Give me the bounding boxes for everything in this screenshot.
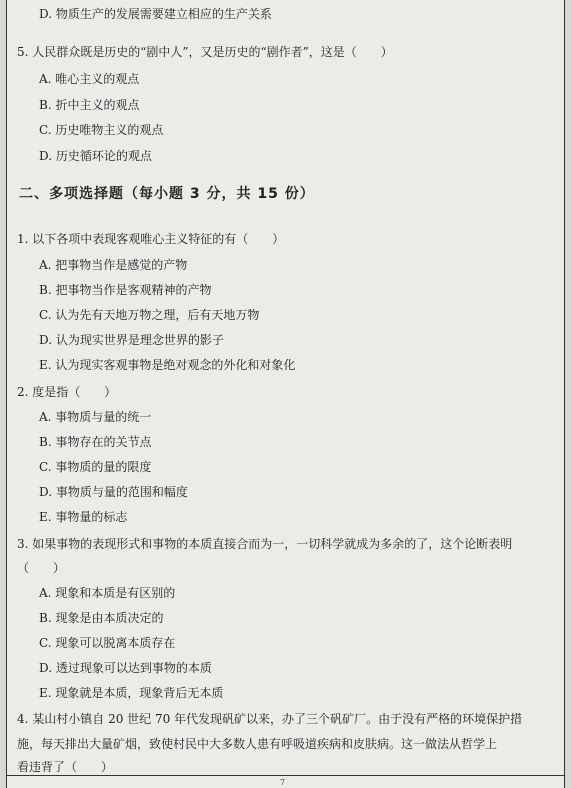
mc-question-2: 2. 度是指（ ） xyxy=(17,385,117,399)
mc3-option-e: E. 现象就是本质，现象背后无本质 xyxy=(39,686,224,700)
mc2-option-c: C. 事物质的量的限度 xyxy=(39,460,152,474)
page-number: 7 xyxy=(280,778,286,787)
question-5: 5. 人民群众既是历史的“剧中人”，又是历史的“剧作者”，这是（ ） xyxy=(17,45,393,59)
mc3-option-b: B. 现象是由本质决定的 xyxy=(39,611,164,625)
mc1-option-e: E. 认为现实客观事物是绝对观念的外化和对象化 xyxy=(39,358,296,372)
mc-question-3-continued: （ ） xyxy=(17,561,66,575)
mc-question-3: 3. 如果事物的表现形式和事物的本质直接合而为一，一切科学就成为多余的了，这个论断表明 xyxy=(17,537,513,551)
mc3-option-d: D. 透过现象可以达到事物的本质 xyxy=(39,661,212,675)
q5-option-a: A. 唯心主义的观点 xyxy=(39,72,140,86)
mc1-option-c: C. 认为先有天地万物之理，后有天地万物 xyxy=(39,308,260,322)
mc2-option-b: B. 事物存在的关节点 xyxy=(39,435,152,449)
mc3-option-c: C. 现象可以脱离本质存在 xyxy=(39,636,176,650)
mc-question-4: 4. 某山村小镇自 20 世纪 70 年代发现矾矿以来，办了三个矾矿厂。由于没有严格的环境保护措 xyxy=(17,712,523,726)
exam-page xyxy=(6,0,565,788)
mc-question-4-line-3: 看违背了（ ） xyxy=(17,760,114,774)
mc-question-1: 1. 以下各项中表现客观唯心主义特征的有（ ） xyxy=(17,232,285,246)
q5-option-d: D. 历史循环论的观点 xyxy=(39,149,152,163)
bottom-border xyxy=(7,775,564,776)
mc2-option-e: E. 事物量的标志 xyxy=(39,510,128,524)
mc-question-4-line-2: 施，每天排出大量矿烟，致使村民中大多数人患有呼吸道疾病和皮肤病。这一做法从哲学上 xyxy=(17,737,498,751)
mc2-option-a: A. 事物质与量的统一 xyxy=(39,410,152,424)
mc3-option-a: A. 现象和本质是有区别的 xyxy=(39,586,176,600)
mc1-option-b: B. 把事物当作是客观精神的产物 xyxy=(39,283,212,297)
mc1-option-d: D. 认为现实世界是理念世界的影子 xyxy=(39,333,224,347)
mc2-option-d: D. 事物质与量的范围和幅度 xyxy=(39,485,188,499)
q5-option-c: C. 历史唯物主义的观点 xyxy=(39,123,164,137)
q5-option-b: B. 折中主义的观点 xyxy=(39,98,140,112)
q4-option-d: D. 物质生产的发展需要建立相应的生产关系 xyxy=(39,7,272,21)
mc1-option-a: A. 把事物当作是感觉的产物 xyxy=(39,258,188,272)
section-heading: 二、多项选择题（每小题 3 分，共 15 份） xyxy=(19,186,315,202)
